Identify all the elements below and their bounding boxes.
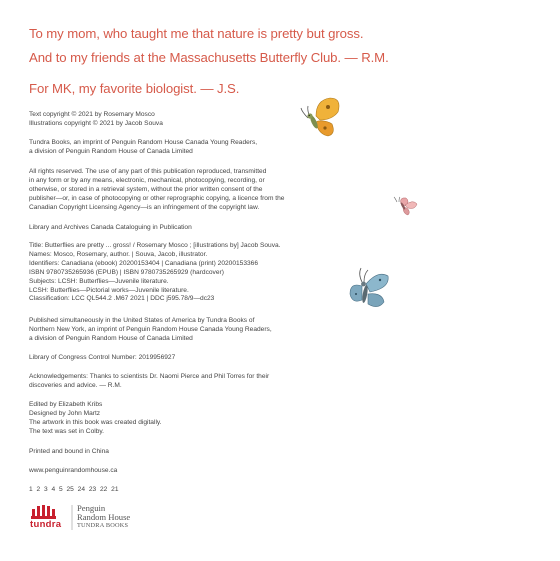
cataloguing-line: LCSH: Butterflies—Pictorial works—Juvenile literature. (29, 286, 189, 294)
publisher-line: Tundra Books, an imprint of Penguin Random House Canada Young Readers, (29, 139, 258, 146)
rights-line: Canadian Copyright Licensing Agency—is an infringement of the copyright law. (29, 203, 260, 211)
dedication-mk: For MK, my favorite biologist. — J.S. (29, 81, 240, 96)
printed-in: Printed and bound in China (29, 448, 109, 455)
cataloguing-block (29, 242, 369, 304)
typeface-note: The text was set in Colby. (29, 427, 105, 435)
lac-heading: Library and Archives Canada Cataloguing in Publication (29, 224, 192, 231)
loc-number: Library of Congress Control Number: 2019956927 (29, 354, 176, 361)
us-publication-block (29, 317, 369, 344)
dedication-mom: To my mom, who taught me that nature is pretty but gross. (29, 26, 364, 41)
tundra-books-line: TUNDRA BOOKS (77, 522, 129, 529)
blue-butterfly-illustration (348, 264, 392, 314)
rights-line: All rights reserved. The use of any part of this publication reproduced, transmitted (29, 168, 267, 175)
penguin-line: Penguin (77, 503, 106, 513)
penguin-wordmark (77, 504, 130, 531)
publisher-line: a division of Penguin Random House of Canada Limited (29, 147, 193, 155)
artwork-note: The artwork in this book was created digitally. (29, 418, 162, 426)
acknowledgements-block (29, 373, 369, 391)
cataloguing-line: Title: Butterflies are pretty ... gross! / Rosemary Mosco ; [illustrations by] Jacob Souva. (29, 242, 281, 249)
rights-line: publisher—or, in case of photocopying or other reprographic copying, a licence from the (29, 194, 285, 202)
orange-butterfly-illustration (298, 96, 346, 144)
random-house-line: Random House (77, 511, 131, 522)
cataloguing-line: Identifiers: Canadiana (ebook) 20200153404 | Canadiana (print) 20200153366 (29, 259, 259, 267)
dedication-butterfly-club: And to my friends at the Massachusetts Butterfly Club. — R.M. (29, 50, 389, 65)
website-link[interactable]: www.penguinrandomhouse.ca (29, 467, 118, 474)
text-copyright: Text copyright © 2021 by Rosemary Mosco (29, 111, 155, 118)
acknowledgements-line: discoveries and advice. — R.M. (29, 381, 122, 389)
cataloguing-line: Classification: LCC QL544.2 .M67 2021 | DDC j595.78/9—dc23 (29, 295, 215, 303)
cataloguing-line: ISBN 9780735265936 (EPUB) | ISBN 9780735265929 (hardcover) (29, 268, 224, 276)
rights-line: otherwise, or stored in a retrieval system, without the prior written consent of the (29, 185, 263, 193)
publisher-logo (29, 503, 169, 531)
rights-block (29, 168, 369, 213)
us-publication-line: a division of Penguin Random House of Canada Limited (29, 334, 193, 342)
acknowledgements-line: Acknowledgements: Thanks to scientists Dr. Naomi Pierce and Phil Torres for their (29, 373, 270, 380)
pink-butterfly-illustration (393, 196, 419, 218)
editor-credit: Edited by Elizabeth Kribs (29, 401, 103, 408)
rights-line: in any form or by any means, electronic, mechanical, photocopying, recording, or (29, 176, 265, 184)
print-line-numbers: 1 2 3 4 5 25 24 23 22 21 (29, 486, 119, 493)
illustrations-copyright: Illustrations copyright © 2021 by Jacob Souva (29, 119, 163, 127)
cataloguing-line: Names: Mosco, Rosemary, author. | Souva, Jacob, illustrator. (29, 250, 208, 258)
credits-block (29, 401, 369, 437)
us-publication-line: Published simultaneously in the United States of America by Tundra Books of (29, 317, 255, 324)
us-publication-line: Northern New York, an imprint of Penguin Random House Canada Young Readers, (29, 325, 272, 333)
designer-credit: Designed by John Martz (29, 409, 101, 417)
cataloguing-line: Subjects: LCSH: Butterflies—Juvenile literature. (29, 277, 169, 285)
tundra-wordmark: tundra (30, 519, 62, 530)
